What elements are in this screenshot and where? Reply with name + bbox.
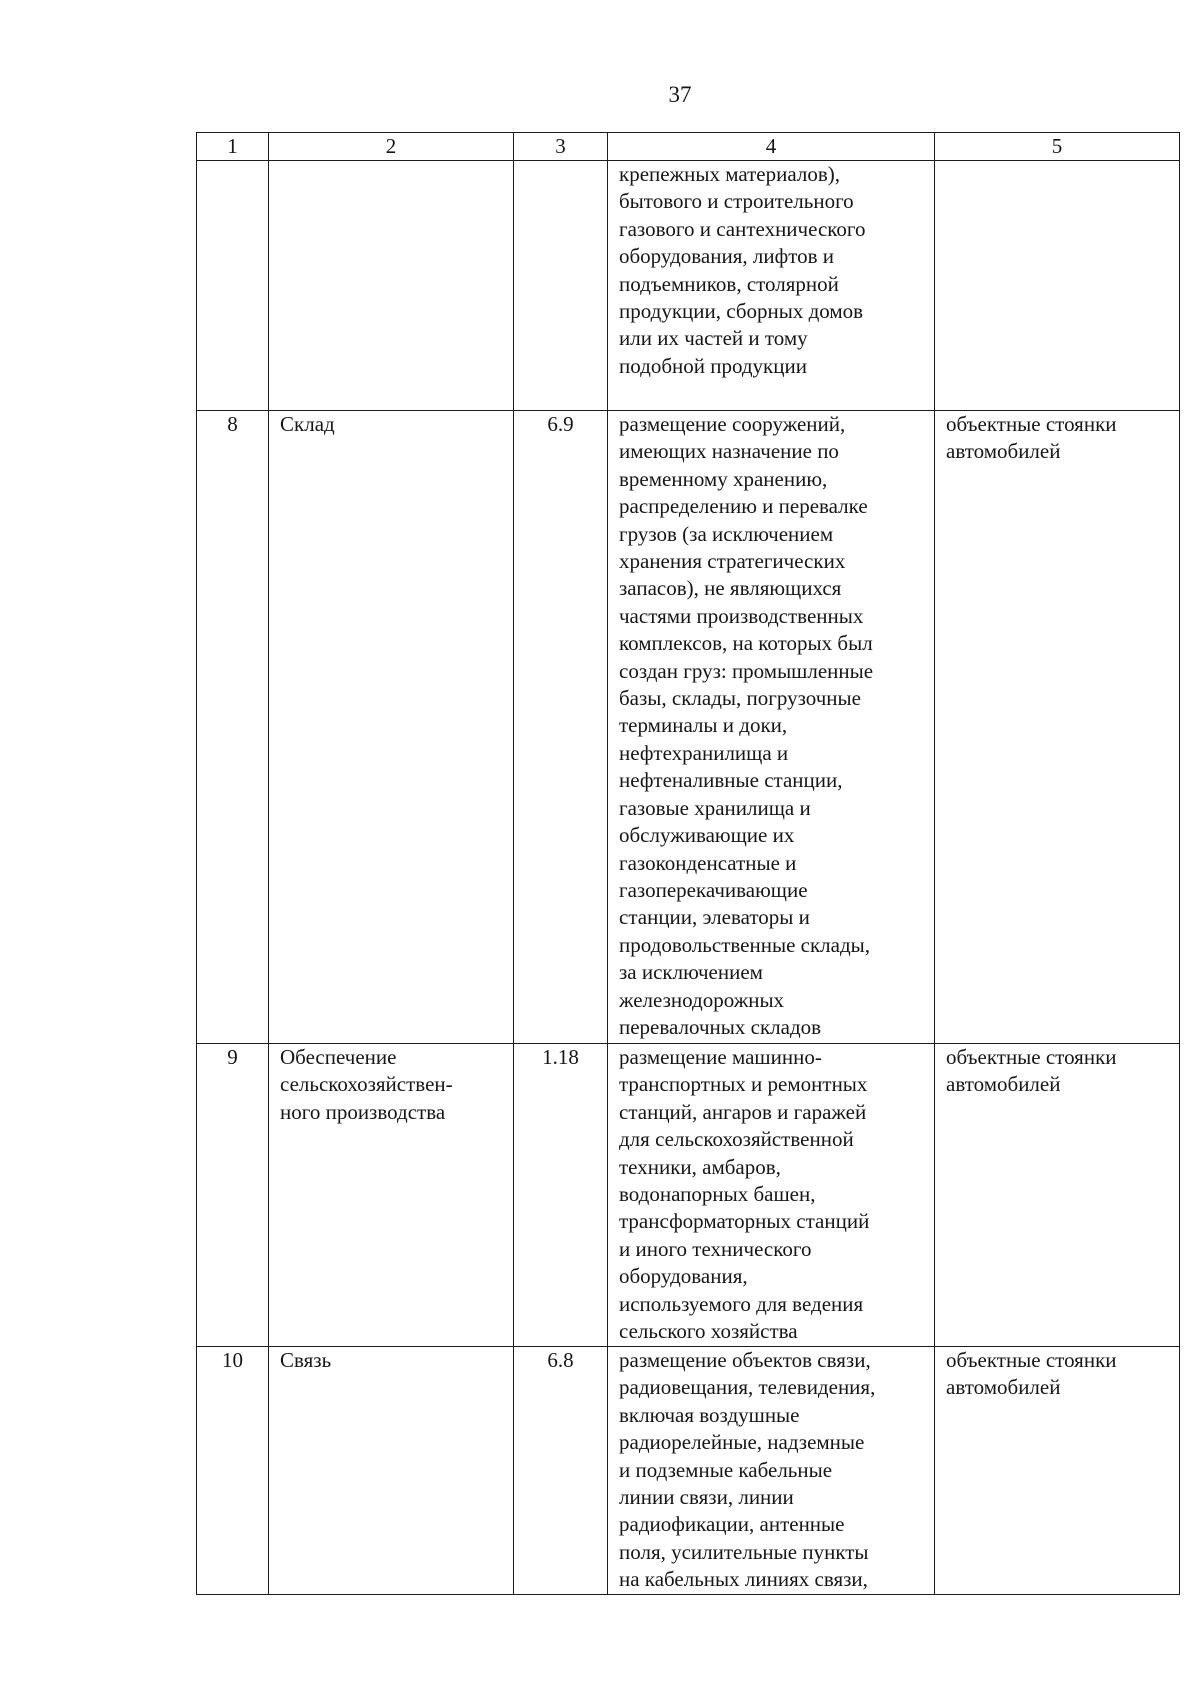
row-description: размещение сооружений, имеющих назначение по временному хранению, распределению и перевалке грузов (за исключением хранения стратегических запасов), не являющихся частями производственных комплексов, на которых был создан груз: промышленные базы, склады, погрузочные терминалы и доки, нефтехранилища и нефтеналивные станции, газовые хранилища и обслуживающие их газоконденсатные и газоперекачивающие станции, элеваторы и продовольственные склады, за исключением железнодорожных перевалочных складов <box>608 411 935 1044</box>
row-note: объектные стоянки автомобилей <box>935 411 1180 1044</box>
table-header <box>197 133 1180 161</box>
header-col-5: 5 <box>935 133 1180 161</box>
header-col-2: 2 <box>269 133 514 161</box>
row-code <box>514 161 608 411</box>
land-use-table <box>196 132 1180 1595</box>
row-code: 6.8 <box>514 1347 608 1595</box>
row-name: Склад <box>269 411 514 1044</box>
row-number <box>197 161 269 411</box>
row-note: объектные стоянки автомобилей <box>935 1044 1180 1347</box>
header-col-3: 3 <box>514 133 608 161</box>
row-name <box>269 161 514 411</box>
row-name: Связь <box>269 1347 514 1595</box>
header-col-1: 1 <box>197 133 269 161</box>
row-description: крепежных материалов), бытового и строительного газового и сантехнического оборудования, лифтов и подъемников, столярной продукции, сборных домов или их частей и тому подобной продукции <box>608 161 935 411</box>
row-code: 1.18 <box>514 1044 608 1347</box>
row-number: 10 <box>197 1347 269 1595</box>
row-number: 9 <box>197 1044 269 1347</box>
row-description: размещение объектов связи, радиовещания, телевидения, включая воздушные радиорелейные, надземные и подземные кабельные линии связи, линии радиофикации, антенные поля, усилительные пункты на кабельных линиях связи, <box>608 1347 935 1595</box>
row-note <box>935 161 1180 411</box>
table-row-9 <box>197 1044 1180 1347</box>
header-col-4: 4 <box>608 133 935 161</box>
table-row-10 <box>197 1347 1180 1595</box>
table-row-8 <box>197 411 1180 1044</box>
row-name: Обеспечение сельскохозяйствен- ного производства <box>269 1044 514 1347</box>
table-row-continuation <box>197 161 1180 411</box>
row-note: объектные стоянки автомобилей <box>935 1347 1180 1595</box>
page-number: 37 <box>668 82 692 107</box>
row-number: 8 <box>197 411 269 1044</box>
header-row <box>197 133 1180 161</box>
table-body <box>197 161 1180 1595</box>
row-description: размещение машинно- транспортных и ремонтных станций, ангаров и гаражей для сельскохозяйственной техники, амбаров, водонапорных башен, трансформаторных станций и иного технического оборудования, используемого для ведения сельского хозяйства <box>608 1044 935 1347</box>
row-code: 6.9 <box>514 411 608 1044</box>
